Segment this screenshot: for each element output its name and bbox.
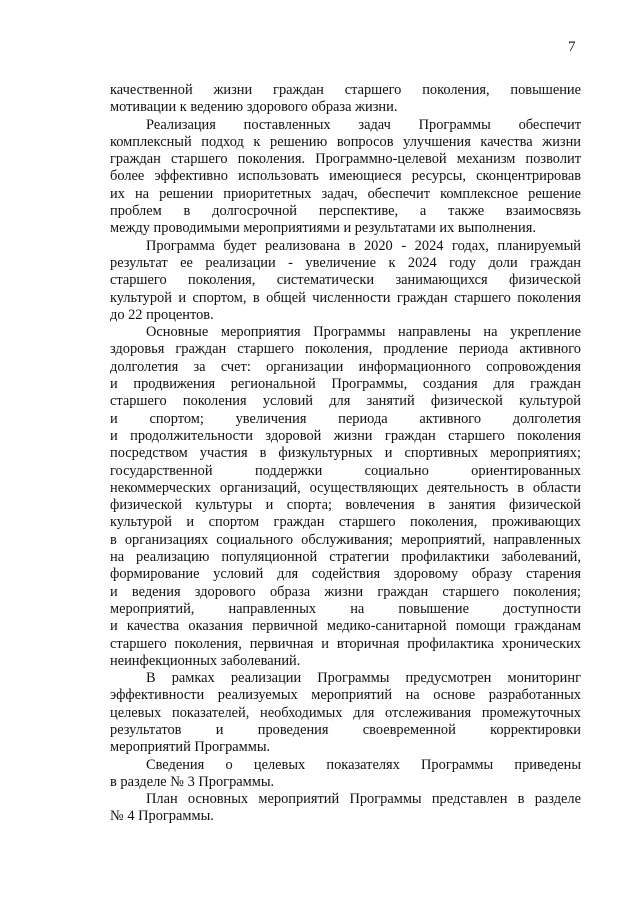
text-line: некоммерческих организаций, осуществляющих деятельность в области <box>110 479 581 496</box>
text-line: Основные мероприятия Программы направлены на укрепление <box>146 324 581 341</box>
text-line: культурой и спортом граждан старшего поколения, проживающих <box>110 514 581 531</box>
text-line: неинфекционных заболеваний. <box>110 652 301 669</box>
text-line: результат ее реализации - увеличение к 2024 году доли граждан <box>110 254 581 271</box>
paragraph <box>110 791 581 826</box>
text-line: физической культуры и спорта; вовлечения в занятия физической <box>110 497 581 514</box>
text-line: Реализация поставленных задач Программы обеспечит <box>146 116 581 133</box>
text-line: старшего поколения, систематически занимающихся физической <box>110 272 581 289</box>
text-line: В рамках реализации Программы предусмотрен мониторинг <box>146 670 581 687</box>
text-line: мероприятий Программы. <box>110 739 271 756</box>
text-line: План основных мероприятий Программы представлен в разделе <box>146 791 581 808</box>
text-line: мероприятий, направленных на повышение доступности <box>110 600 581 617</box>
text-line: и продолжительности здоровой жизни граждан старшего поколения <box>110 427 581 444</box>
text-line: более эффективно использовать имеющиеся ресурсы, сконцентрировав <box>110 168 581 185</box>
text-line: здоровья граждан старшего поколения, продление периода активного <box>110 341 581 358</box>
text-line: формирование условий для содействия здоровому образу старения <box>110 566 581 583</box>
text-line: комплексный подход к решению вопросов улучшения качества жизни <box>110 133 581 150</box>
text-line: мотивации к ведению здорового образа жизни. <box>110 99 398 116</box>
text-line: культурой и спортом, в общей численности граждан старшего поколения <box>110 289 581 306</box>
text-line: проблем в долгосрочной перспективе, а также взаимосвязь <box>110 203 581 220</box>
paragraph <box>110 117 581 238</box>
text-line: в организациях социального обслуживания; мероприятий, направленных <box>110 531 581 548</box>
paragraph <box>110 324 581 670</box>
paragraph <box>110 82 581 117</box>
text-line: государственной поддержки социально ориентированных <box>110 462 581 479</box>
paragraph <box>110 670 581 756</box>
text-line: № 4 Программы. <box>110 808 214 825</box>
text-line: Программа будет реализована в 2020 - 2024 годах, планируемый <box>146 237 581 254</box>
text-line: качественной жизни граждан старшего поколения, повышение <box>110 82 581 98</box>
text-line: и ведения здорового образа жизни граждан старшего поколения; <box>110 583 581 600</box>
paragraph <box>110 757 581 792</box>
text-line: до 22 процентов. <box>110 306 214 323</box>
text-line: и спортом; увеличения периода активного долголетия <box>110 410 581 427</box>
text-line: Сведения о целевых показателях Программы приведены <box>146 756 581 773</box>
text-line: и качества оказания первичной медико-санитарной помощи гражданам <box>110 618 581 635</box>
text-line: эффективности реализуемых мероприятий на основе разработанных <box>110 687 581 704</box>
text-line: в разделе № 3 Программы. <box>110 773 275 790</box>
text-line: старшего поколения условий для занятий физической культурой <box>110 393 581 410</box>
text-line: между проводимыми мероприятиями и результатами их выполнения. <box>110 220 536 237</box>
text-line: посредством участия в физкультурных и спортивных мероприятиях; <box>110 445 581 462</box>
page-number: 7 <box>568 39 576 55</box>
text-line: граждан старшего поколения. Программно-целевой механизм позволит <box>110 151 581 168</box>
text-line: результатов и проведения своевременной корректировки <box>110 721 581 738</box>
text-line: на реализацию популяционной стратегии профилактики заболеваний, <box>110 549 581 566</box>
document-body <box>110 82 581 826</box>
text-line: долголетия за счет: организации информационного сопровождения <box>110 358 581 375</box>
text-line: целевых показателей, необходимых для отслеживания промежуточных <box>110 704 581 721</box>
text-line: старшего поколения, первичная и вторичная профилактика хронических <box>110 635 581 652</box>
text-line: и продвижения региональной Программы, создания для граждан <box>110 376 581 393</box>
text-line: их на решении приоритетных задач, обеспечит комплексное решение <box>110 185 581 202</box>
paragraph <box>110 238 581 324</box>
